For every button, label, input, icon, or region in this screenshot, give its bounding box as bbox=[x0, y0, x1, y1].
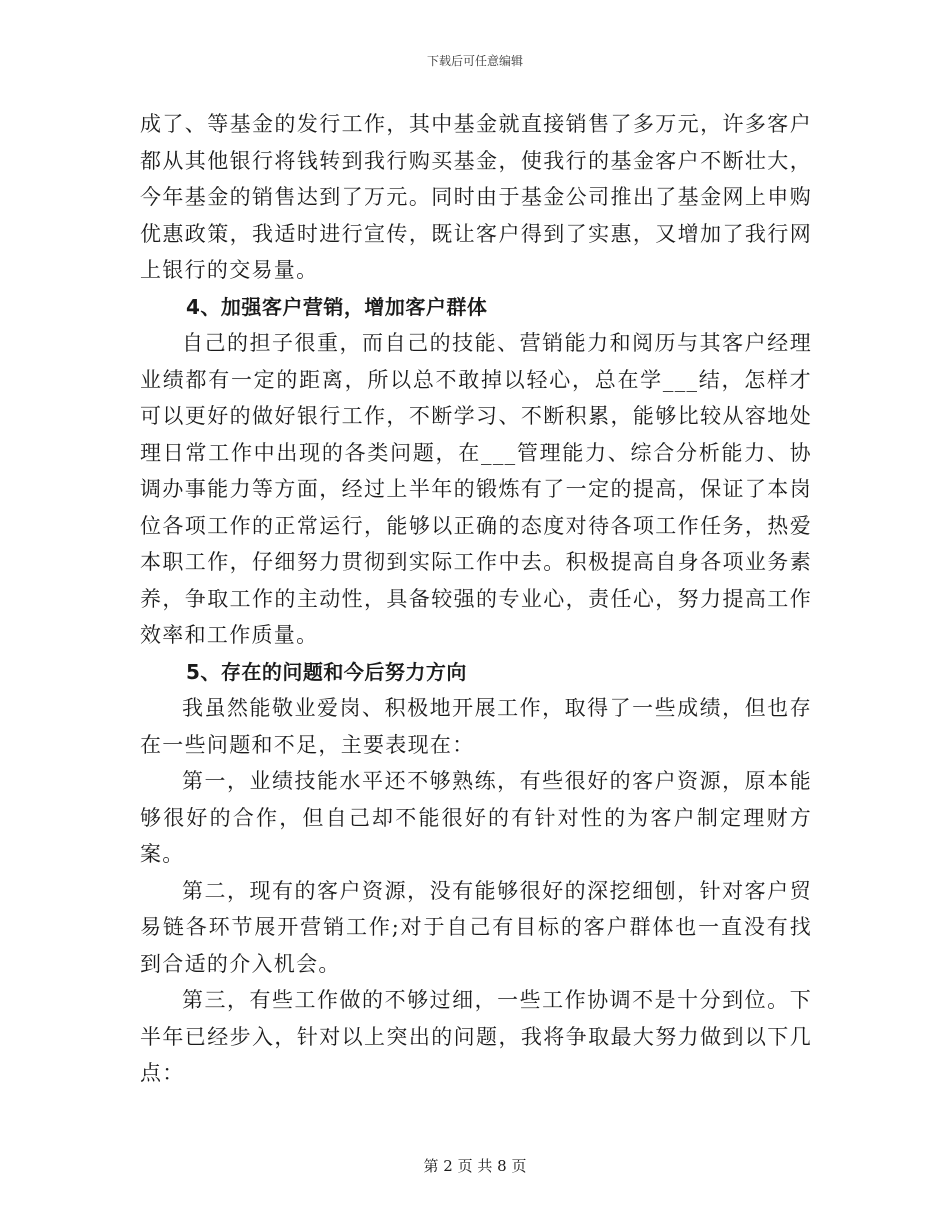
paragraph-fund-sales: 成了、等基金的发行工作，其中基金就直接销售了多万元，许多客户都从其他银行将钱转到我行购买基金，使我行的基金客户不断壮大，今年基金的销售达到了万元。同时由于基金公司推出了基金网上申购优惠政策，我适时进行宣传，既让客户得到了实惠，又增加了我行网上银行的交易量。 bbox=[140, 112, 812, 282]
paragraph-self-improvement: 自己的担子很重，而自己的技能、营销能力和阅历与其客户经理业绩都有一定的距离，所以总不敢掉以轻心，总在学___结，怎样才可以更好的做好银行工作，不断学习、不断积累，能够比较从容地处理日常工作中出现的各类问题，在___管理能力、综合分析能力、协调办事能力等方面，经过上半年的锻炼有了一定的提高，保证了本岗位各项工作的正常运行，能够以正确的态度对待各项工作任务，热爱本职工作，仔细努力贯彻到实际工作中去。积极提高自身各项业务素养，争取工作的主动性，具备较强的专业心，责任心，努力提高工作效率和工作质量。 bbox=[140, 331, 812, 647]
page-header: 下载后可任意编辑 bbox=[426, 54, 523, 68]
page-footer: 第 2 页 共 8 页 bbox=[423, 1157, 527, 1175]
document-body bbox=[140, 106, 812, 1092]
paragraph-problems-intro: 我虽然能敬业爱岗、积极地开展工作，取得了一些成绩，但也存在一些问题和不足，主要表现在： bbox=[140, 696, 812, 757]
paragraph-problem-first: 第一，业绩技能水平还不够熟练，有些很好的客户资源，原本能够很好的合作，但自己却不能很好的有针对性的为客户制定理财方案。 bbox=[140, 769, 812, 866]
paragraph-problem-second: 第二，现有的客户资源，没有能够很好的深挖细刨，针对客户贸易链各环节展开营销工作;对于自己有目标的客户群体也一直没有找到合适的介入机会。 bbox=[140, 878, 812, 976]
paragraph-problem-third: 第三，有些工作做的不够过细，一些工作协调不是十分到位。下半年已经步入，针对以上突出的问题，我将争取最大努力做到以下几点： bbox=[140, 988, 812, 1085]
section-heading-5: 5、存在的问题和今后努力方向 bbox=[186, 659, 467, 684]
section-heading-4: 4、加强客户营销，增加客户群体 bbox=[186, 294, 488, 319]
